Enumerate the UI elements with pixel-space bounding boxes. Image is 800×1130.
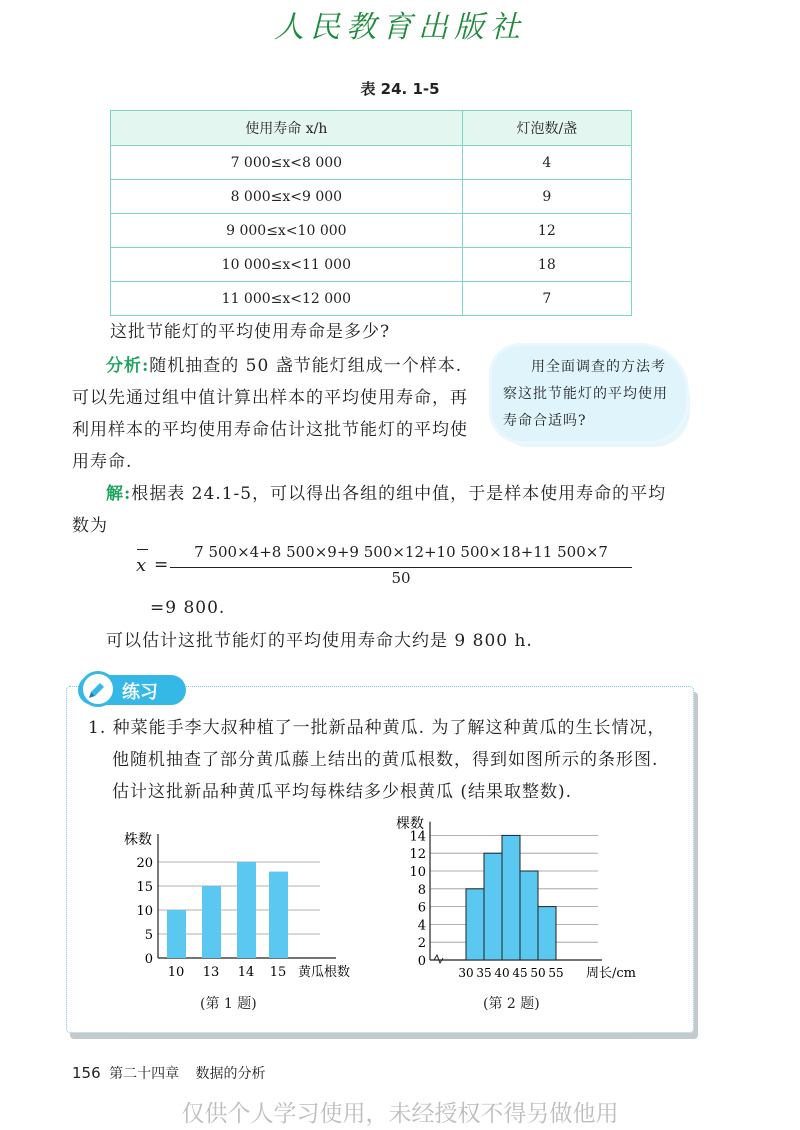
- y-tick-label: 8: [417, 882, 426, 898]
- table-row: [111, 282, 632, 316]
- bar: [502, 835, 520, 960]
- bar: [484, 853, 502, 960]
- solution-line: 数为: [72, 516, 108, 536]
- y-tick-label: 0: [144, 952, 153, 967]
- pencil-icon: [80, 671, 116, 707]
- y-axis-label: 株数: [124, 832, 152, 848]
- chart-2-caption: (第 2 题): [483, 996, 540, 1012]
- y-tick-label: 20: [136, 856, 153, 871]
- thought-bubble-text: [503, 354, 683, 435]
- x-tick-label: 50: [530, 966, 546, 980]
- y-tick-label: 6: [417, 900, 426, 916]
- y-tick-label: 4: [417, 918, 426, 934]
- chart-1-caption: (第 1 题): [200, 996, 257, 1012]
- table-cell: 9: [462, 180, 631, 214]
- exercise-question: [88, 712, 688, 808]
- exercise-line: 种菜能手李大叔种植了一批新品种黄瓜. 为了解这种黄瓜的生长情况，: [112, 718, 666, 738]
- bar: [167, 910, 186, 958]
- x-axis-label: 周长/cm: [586, 966, 636, 981]
- bar: [202, 886, 221, 958]
- solution-line: 根据表 24.1-5，可以得出各组的组中值，于是样本使用寿命的平均: [131, 484, 667, 504]
- lifetime-table: [110, 110, 632, 316]
- table-cell: 11 000≤x<12 000: [111, 282, 463, 316]
- bubble-line: 寿命合适吗?: [503, 413, 587, 429]
- equals-sign: =: [154, 555, 169, 575]
- chapter-title: 数据的分析: [195, 1066, 266, 1082]
- exercise-tab-label: 练习: [122, 682, 158, 703]
- result-line: =9 800.: [150, 598, 226, 618]
- x-tick-label: 40: [494, 966, 510, 980]
- table-cell: 8 000≤x<9 000: [111, 180, 463, 214]
- mean-formula: [136, 543, 640, 593]
- overline: [137, 549, 148, 550]
- x-tick-label: 55: [548, 966, 564, 980]
- analysis-line: 用寿命.: [72, 452, 133, 472]
- y-tick-label: 15: [136, 880, 153, 895]
- y-tick-label: 12: [409, 847, 426, 863]
- exercise-line: 他随机抽查了部分黄瓜藤上结出的黄瓜根数，得到如图所示的条形图.: [112, 750, 659, 770]
- chart-2: [380, 812, 680, 1016]
- table-row: [111, 146, 632, 180]
- table-header: 使用寿命 x/h: [111, 111, 463, 146]
- question-text: 这批节能灯的平均使用寿命是多少?: [110, 322, 391, 342]
- y-tick-label: 10: [409, 865, 426, 880]
- x-tick-label: 15: [269, 965, 287, 980]
- conclusion-line: 可以估计这批节能灯的平均使用寿命大约是 9 800 h.: [106, 631, 533, 651]
- bar: [269, 872, 288, 958]
- table-header: 灯泡数/盏: [462, 111, 631, 146]
- table-row: [111, 248, 632, 282]
- denominator: 50: [391, 569, 411, 587]
- bar: [538, 907, 556, 960]
- y-tick-label: 5: [144, 928, 153, 943]
- table-cell: 7: [462, 282, 631, 316]
- chapter-name: 第二十四章: [109, 1066, 180, 1082]
- y-axis-label: 棵数: [396, 816, 424, 832]
- x-tick-label: 35: [476, 966, 492, 980]
- y-tick-label: 2: [417, 936, 426, 952]
- solution-block: [72, 478, 712, 542]
- table-row: [111, 214, 632, 248]
- solution-label: 解:: [106, 484, 132, 504]
- analysis-line: 可以先通过组中值计算出样本的平均使用寿命，再: [72, 388, 468, 408]
- table-cell: 7 000≤x<8 000: [111, 146, 463, 180]
- bar: [520, 871, 538, 960]
- bar: [466, 889, 484, 960]
- x-axis-label: 黄瓜根数: [298, 965, 351, 980]
- exercise-line: 估计这批新品种黄瓜平均每株结多少根黄瓜 (结果取整数).: [112, 782, 573, 802]
- x-bar-letter: x: [136, 555, 147, 576]
- x-tick-label: 30: [458, 966, 474, 980]
- page-footer: [72, 1063, 266, 1083]
- y-tick-label: 10: [136, 904, 153, 919]
- analysis-label: 分析:: [106, 356, 150, 376]
- bar: [237, 862, 256, 958]
- table-cell: 10 000≤x<11 000: [111, 248, 463, 282]
- x-tick-label: 14: [237, 965, 255, 980]
- watermark: 仅供个人学习使用，未经授权不得另做他用: [181, 1101, 619, 1127]
- table-cell: 18: [462, 248, 631, 282]
- x-tick-label: 45: [512, 966, 528, 980]
- table-cell: 12: [462, 214, 631, 248]
- table-row: [111, 180, 632, 214]
- y-tick-label: 0: [417, 954, 426, 969]
- axis-break: [434, 955, 443, 963]
- fraction-bar: [170, 567, 632, 568]
- bubble-line: 察这批节能灯的平均使用: [503, 386, 668, 402]
- table-header-row: [111, 111, 632, 146]
- x-tick-label: 13: [202, 965, 220, 980]
- analysis-line: 利用样本的平均使用寿命估计这批节能灯的平均使: [72, 420, 468, 440]
- table-cell: 4: [462, 146, 631, 180]
- publisher-logo: 人民教育出版社: [274, 10, 526, 45]
- bubble-line: 用全面调查的方法考: [531, 359, 666, 375]
- y-tick-label: 14: [409, 829, 426, 845]
- table-caption: 表 24. 1-5: [360, 80, 440, 98]
- numerator: 7 500×4+8 500×9+9 500×12+10 500×18+11 500×7: [194, 543, 608, 561]
- table-cell: 9 000≤x<10 000: [111, 214, 463, 248]
- analysis-block: [72, 350, 492, 478]
- page-number: 156: [72, 1064, 101, 1082]
- chart-1: [110, 826, 370, 1016]
- x-bar-symbol: [136, 555, 146, 576]
- analysis-line: 随机抽查的 50 盏节能灯组成一个样本.: [149, 356, 463, 376]
- exercise-number: 1.: [88, 718, 107, 738]
- x-tick-label: 10: [167, 965, 185, 980]
